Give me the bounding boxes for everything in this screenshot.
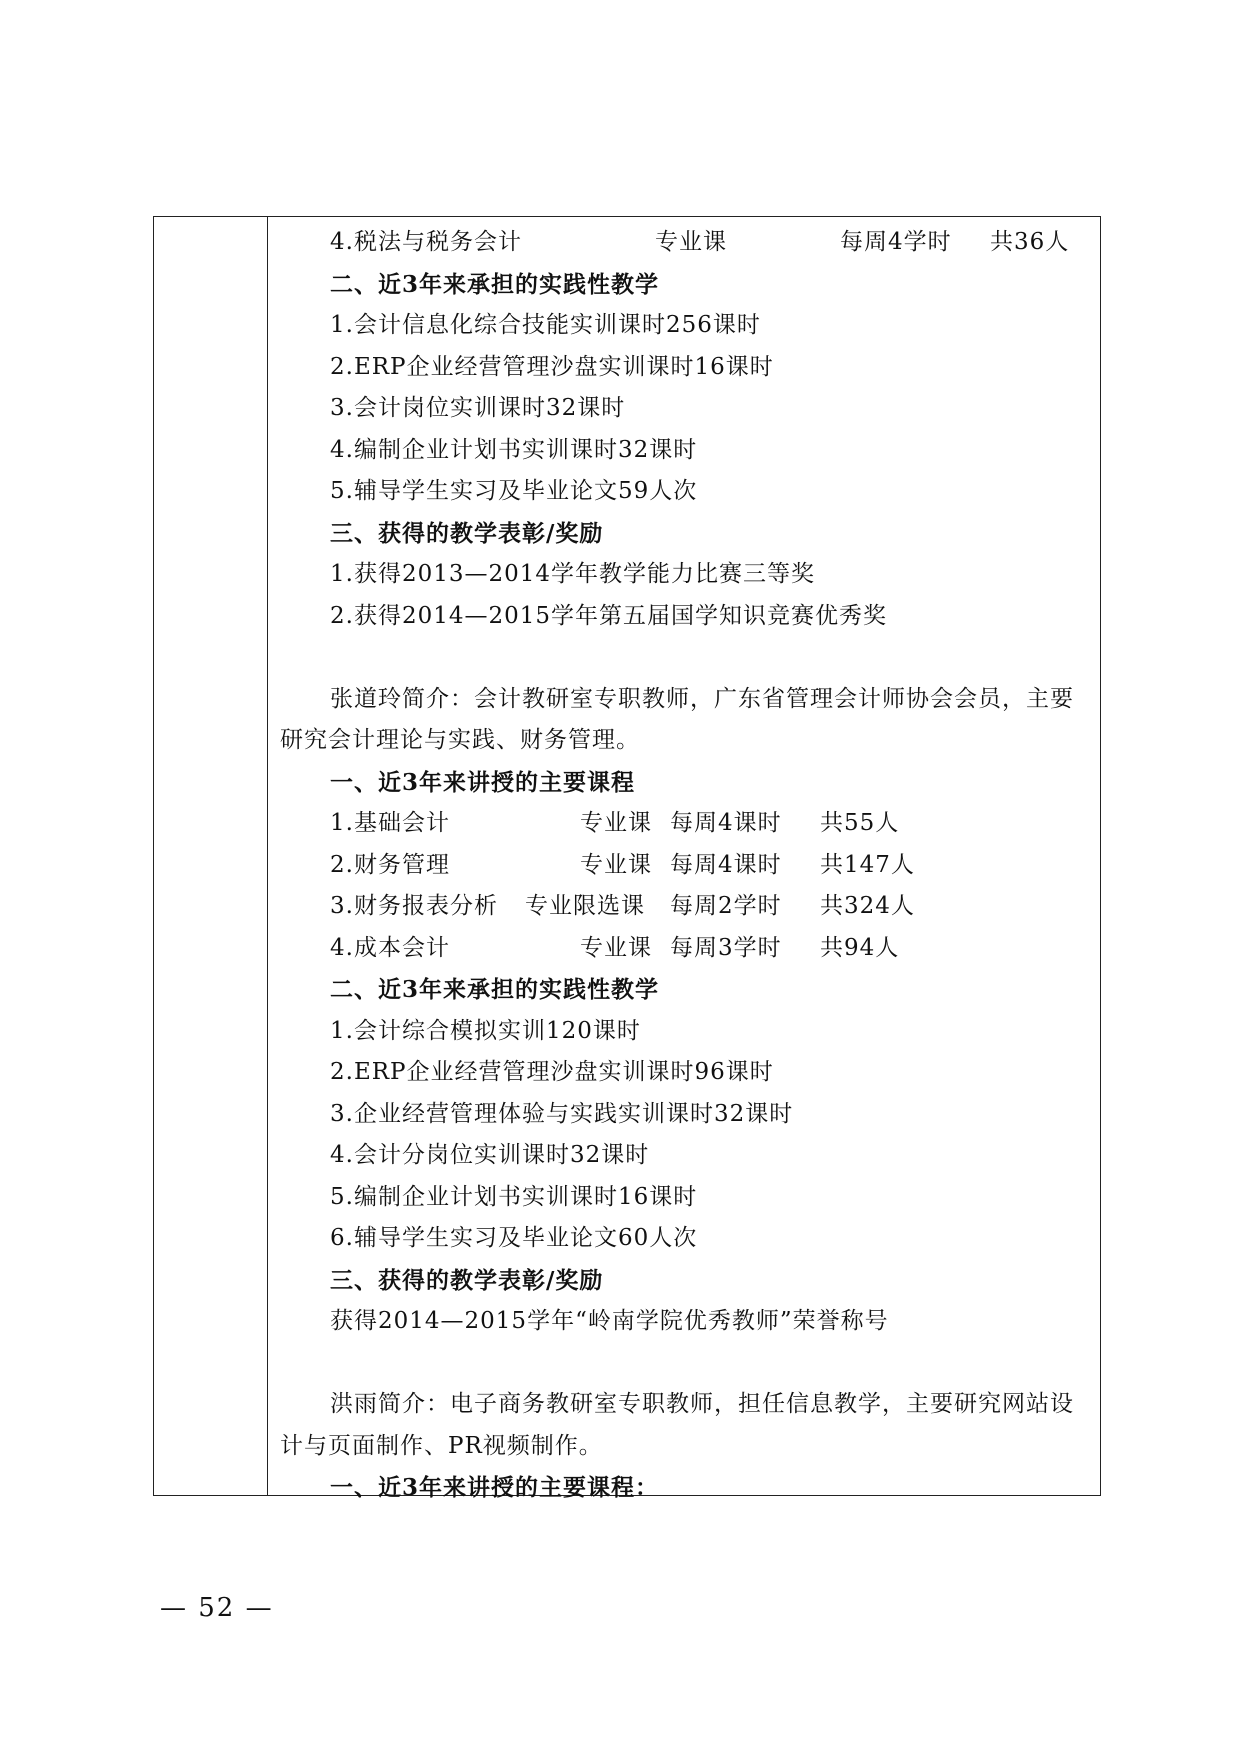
section-heading: 一、近3年来讲授的主要课程 — [330, 768, 636, 796]
course-cell: 4.税法与税务会计 — [330, 229, 522, 255]
course-cell: 共94人 — [820, 934, 900, 961]
text-line: 获得2014—2015学年“岭南学院优秀教师”荣誉称号 — [330, 1308, 889, 1334]
text-line: 研究会计理论与实践、财务管理。 — [280, 727, 640, 753]
text-line: 4.编制企业计划书实训课时32课时 — [330, 436, 698, 463]
course-cell: 2.财务管理 — [330, 851, 450, 878]
text-line: 洪雨简介：电子商务教研室专职教师，担任信息教学，主要研究网站设 — [330, 1391, 1074, 1417]
course-row — [280, 222, 1092, 264]
text-line: 5.编制企业计划书实训课时16课时 — [330, 1183, 698, 1210]
course-cell: 专业课 — [580, 851, 652, 878]
text-line: 1.会计信息化综合技能实训课时256课时 — [330, 312, 761, 338]
text-line: 计与页面制作、PR视频制作。 — [280, 1432, 603, 1459]
text-line: 张道玲简介：会计教研室专职教师，广东省管理会计师协会会员，主要 — [330, 685, 1074, 712]
text-line: 3.企业经营管理体验与实践实训课时32课时 — [330, 1100, 794, 1127]
course-cell: 共36人 — [990, 229, 1070, 255]
course-cell: 每周4课时 — [670, 810, 782, 836]
course-row — [280, 845, 1092, 887]
course-cell: 每周4学时 — [840, 229, 952, 255]
section-heading: 二、近3年来承担的实践性教学 — [330, 976, 660, 1003]
page-number: — 52 — — [160, 1593, 274, 1623]
blank-line — [280, 637, 1092, 679]
course-cell: 专业课 — [655, 229, 727, 255]
course-row — [280, 928, 1092, 970]
section-heading: 三、获得的教学表彰/奖励 — [330, 519, 604, 547]
course-row — [280, 803, 1092, 845]
course-cell: 3.财务报表分析 — [330, 893, 498, 919]
course-cell: 每周3学时 — [670, 934, 782, 961]
course-row — [280, 886, 1092, 928]
text-line: 6.辅导学生实习及毕业论文60人次 — [330, 1225, 698, 1251]
cell-content — [280, 222, 1092, 1509]
text-line: 4.会计分岗位实训课时32课时 — [330, 1142, 650, 1168]
text-line: 1.获得2013—2014学年教学能力比赛三等奖 — [330, 561, 816, 587]
blank-line — [280, 1343, 1092, 1385]
text-line: 1.会计综合模拟实训120课时 — [330, 1017, 641, 1044]
text-line: 5.辅导学生实习及毕业论文59人次 — [330, 478, 698, 504]
course-cell: 共55人 — [820, 810, 900, 836]
course-cell: 专业限选课 — [525, 893, 645, 919]
course-cell: 共147人 — [820, 851, 915, 878]
course-cell: 专业课 — [580, 934, 652, 961]
text-line: 2.ERP企业经营管理沙盘实训课时16课时 — [330, 353, 774, 380]
text-line: 3.会计岗位实训课时32课时 — [330, 395, 626, 421]
course-cell: 4.成本会计 — [330, 934, 450, 961]
course-cell: 每周4课时 — [670, 851, 782, 878]
column-divider — [267, 216, 268, 1496]
text-line: 2.获得2014—2015学年第五届国学知识竞赛优秀奖 — [330, 602, 888, 629]
text-line: 2.ERP企业经营管理沙盘实训课时96课时 — [330, 1059, 774, 1085]
course-cell: 共324人 — [820, 893, 915, 919]
course-cell: 专业课 — [580, 810, 652, 836]
section-heading: 二、近3年来承担的实践性教学 — [330, 270, 660, 298]
course-cell: 每周2学时 — [670, 893, 782, 919]
section-heading: 一、近3年来讲授的主要课程： — [330, 1474, 660, 1501]
section-heading: 三、获得的教学表彰/奖励 — [330, 1266, 604, 1294]
course-cell: 1.基础会计 — [330, 810, 450, 836]
